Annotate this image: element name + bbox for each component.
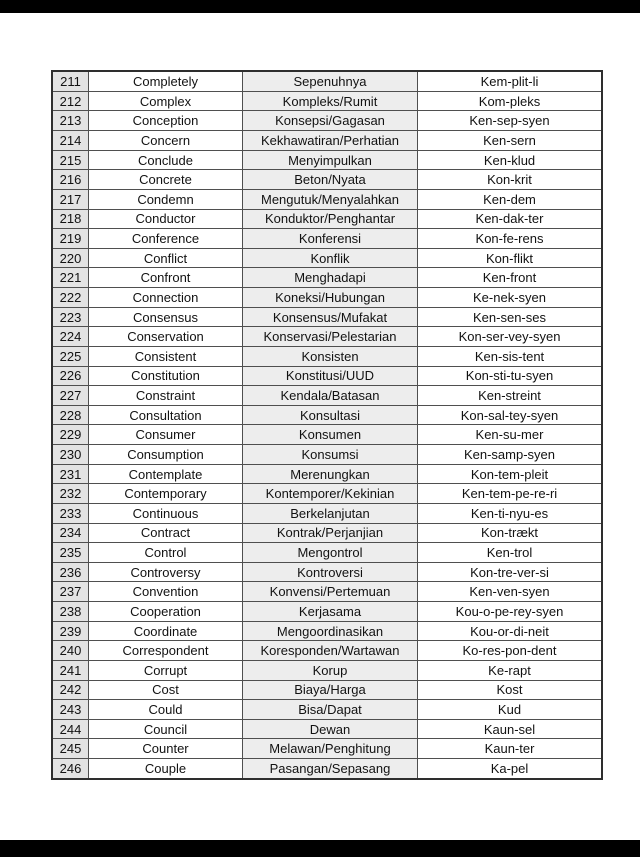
pronunciation-cell: Kon-sti-tu-syen [418, 366, 603, 386]
row-number-cell: 220 [52, 248, 89, 268]
english-word-cell: Controversy [89, 562, 243, 582]
indonesian-translation-cell: Dewan [243, 719, 418, 739]
english-word-cell: Consumption [89, 445, 243, 465]
table-row [52, 229, 602, 249]
row-number-cell: 235 [52, 543, 89, 563]
indonesian-translation-cell: Merenungkan [243, 464, 418, 484]
table-row [52, 386, 602, 406]
indonesian-translation-cell: Melawan/Penghitung [243, 739, 418, 759]
pronunciation-cell: Ken-samp-syen [418, 445, 603, 465]
row-number-cell: 242 [52, 680, 89, 700]
pronunciation-cell: Ka-pel [418, 759, 603, 779]
english-word-cell: Concern [89, 131, 243, 151]
indonesian-translation-cell: Biaya/Harga [243, 680, 418, 700]
pronunciation-cell: Ken-sen-ses [418, 307, 603, 327]
table-row [52, 602, 602, 622]
english-word-cell: Contemporary [89, 484, 243, 504]
row-number-cell: 237 [52, 582, 89, 602]
row-number-cell: 233 [52, 503, 89, 523]
english-word-cell: Cost [89, 680, 243, 700]
vocabulary-table-container [51, 70, 603, 780]
indonesian-translation-cell: Konvensi/Pertemuan [243, 582, 418, 602]
pronunciation-cell: Kom-pleks [418, 91, 603, 111]
table-row [52, 582, 602, 602]
row-number-cell: 212 [52, 91, 89, 111]
table-row [52, 739, 602, 759]
row-number-cell: 228 [52, 405, 89, 425]
indonesian-translation-cell: Mengutuk/Menyalahkan [243, 189, 418, 209]
row-number-cell: 217 [52, 189, 89, 209]
table-row [52, 268, 602, 288]
table-row [52, 327, 602, 347]
table-row [52, 700, 602, 720]
english-word-cell: Continuous [89, 503, 243, 523]
english-word-cell: Conservation [89, 327, 243, 347]
english-word-cell: Consultation [89, 405, 243, 425]
pronunciation-cell: Ken-sis-tent [418, 346, 603, 366]
english-word-cell: Consensus [89, 307, 243, 327]
english-word-cell: Conflict [89, 248, 243, 268]
pronunciation-cell: Kou-or-di-neit [418, 621, 603, 641]
row-number-cell: 239 [52, 621, 89, 641]
row-number-cell: 243 [52, 700, 89, 720]
english-word-cell: Corrupt [89, 660, 243, 680]
english-word-cell: Concrete [89, 170, 243, 190]
table-row [52, 131, 602, 151]
pronunciation-cell: Ke-rapt [418, 660, 603, 680]
table-row [52, 680, 602, 700]
indonesian-translation-cell: Kontroversi [243, 562, 418, 582]
table-row [52, 759, 602, 779]
indonesian-translation-cell: Beton/Nyata [243, 170, 418, 190]
indonesian-translation-cell: Konflik [243, 248, 418, 268]
indonesian-translation-cell: Konservasi/Pelestarian [243, 327, 418, 347]
bottom-letterbox-bar [0, 840, 640, 857]
pronunciation-cell: Kon-tre-ver-si [418, 562, 603, 582]
english-word-cell: Council [89, 719, 243, 739]
pronunciation-cell: Kon-krit [418, 170, 603, 190]
english-word-cell: Condemn [89, 189, 243, 209]
indonesian-translation-cell: Konsultasi [243, 405, 418, 425]
row-number-cell: 214 [52, 131, 89, 151]
indonesian-translation-cell: Menghadapi [243, 268, 418, 288]
table-row [52, 621, 602, 641]
english-word-cell: Counter [89, 739, 243, 759]
row-number-cell: 219 [52, 229, 89, 249]
pronunciation-cell: Ken-front [418, 268, 603, 288]
indonesian-translation-cell: Berkelanjutan [243, 503, 418, 523]
vocabulary-table [51, 70, 603, 780]
pronunciation-cell: Kou-o-pe-rey-syen [418, 602, 603, 622]
indonesian-translation-cell: Konsumsi [243, 445, 418, 465]
indonesian-translation-cell: Menyimpulkan [243, 150, 418, 170]
english-word-cell: Confront [89, 268, 243, 288]
pronunciation-cell: Kon-trækt [418, 523, 603, 543]
pronunciation-cell: Ken-dem [418, 189, 603, 209]
row-number-cell: 227 [52, 386, 89, 406]
row-number-cell: 244 [52, 719, 89, 739]
pronunciation-cell: Ken-klud [418, 150, 603, 170]
table-row [52, 346, 602, 366]
english-word-cell: Couple [89, 759, 243, 779]
english-word-cell: Completely [89, 71, 243, 91]
row-number-cell: 229 [52, 425, 89, 445]
table-row [52, 464, 602, 484]
table-row [52, 425, 602, 445]
indonesian-translation-cell: Pasangan/Sepasang [243, 759, 418, 779]
english-word-cell: Constraint [89, 386, 243, 406]
english-word-cell: Contemplate [89, 464, 243, 484]
pronunciation-cell: Kon-sal-tey-syen [418, 405, 603, 425]
indonesian-translation-cell: Koresponden/Wartawan [243, 641, 418, 661]
pronunciation-cell: Ko-res-pon-dent [418, 641, 603, 661]
indonesian-translation-cell: Konsisten [243, 346, 418, 366]
table-row [52, 288, 602, 308]
english-word-cell: Control [89, 543, 243, 563]
pronunciation-cell: Kud [418, 700, 603, 720]
table-row [52, 660, 602, 680]
table-row [52, 543, 602, 563]
english-word-cell: Could [89, 700, 243, 720]
row-number-cell: 224 [52, 327, 89, 347]
pronunciation-cell: Ken-ven-syen [418, 582, 603, 602]
pronunciation-cell: Kon-flikt [418, 248, 603, 268]
table-row [52, 484, 602, 504]
row-number-cell: 213 [52, 111, 89, 131]
table-row [52, 641, 602, 661]
table-row [52, 189, 602, 209]
row-number-cell: 240 [52, 641, 89, 661]
indonesian-translation-cell: Kekhawatiran/Perhatian [243, 131, 418, 151]
table-row [52, 170, 602, 190]
indonesian-translation-cell: Konferensi [243, 229, 418, 249]
pronunciation-cell: Kon-fe-rens [418, 229, 603, 249]
table-row [52, 111, 602, 131]
table-row [52, 91, 602, 111]
pronunciation-cell: Kon-ser-vey-syen [418, 327, 603, 347]
row-number-cell: 231 [52, 464, 89, 484]
row-number-cell: 230 [52, 445, 89, 465]
row-number-cell: 216 [52, 170, 89, 190]
english-word-cell: Conference [89, 229, 243, 249]
pronunciation-cell: Ken-dak-ter [418, 209, 603, 229]
pronunciation-cell: Ken-streint [418, 386, 603, 406]
table-row [52, 71, 602, 91]
english-word-cell: Complex [89, 91, 243, 111]
indonesian-translation-cell: Konsensus/Mufakat [243, 307, 418, 327]
indonesian-translation-cell: Konsepsi/Gagasan [243, 111, 418, 131]
pronunciation-cell: Ken-sep-syen [418, 111, 603, 131]
english-word-cell: Coordinate [89, 621, 243, 641]
pronunciation-cell: Kem-plit-li [418, 71, 603, 91]
row-number-cell: 236 [52, 562, 89, 582]
table-row [52, 503, 602, 523]
vocabulary-table-body [52, 71, 602, 779]
row-number-cell: 218 [52, 209, 89, 229]
indonesian-translation-cell: Bisa/Dapat [243, 700, 418, 720]
row-number-cell: 225 [52, 346, 89, 366]
pronunciation-cell: Ken-tem-pe-re-ri [418, 484, 603, 504]
pronunciation-cell: Kon-tem-pleit [418, 464, 603, 484]
english-word-cell: Convention [89, 582, 243, 602]
table-row [52, 719, 602, 739]
pronunciation-cell: Kaun-ter [418, 739, 603, 759]
row-number-cell: 222 [52, 288, 89, 308]
row-number-cell: 215 [52, 150, 89, 170]
indonesian-translation-cell: Mengontrol [243, 543, 418, 563]
row-number-cell: 246 [52, 759, 89, 779]
indonesian-translation-cell: Korup [243, 660, 418, 680]
english-word-cell: Consumer [89, 425, 243, 445]
table-row [52, 405, 602, 425]
english-word-cell: Conductor [89, 209, 243, 229]
pronunciation-cell: Kost [418, 680, 603, 700]
table-row [52, 150, 602, 170]
indonesian-translation-cell: Kontemporer/Kekinian [243, 484, 418, 504]
table-row [52, 307, 602, 327]
table-row [52, 209, 602, 229]
row-number-cell: 245 [52, 739, 89, 759]
indonesian-translation-cell: Konstitusi/UUD [243, 366, 418, 386]
indonesian-translation-cell: Sepenuhnya [243, 71, 418, 91]
indonesian-translation-cell: Kompleks/Rumit [243, 91, 418, 111]
english-word-cell: Cooperation [89, 602, 243, 622]
indonesian-translation-cell: Koneksi/Hubungan [243, 288, 418, 308]
english-word-cell: Conception [89, 111, 243, 131]
indonesian-translation-cell: Kendala/Batasan [243, 386, 418, 406]
top-letterbox-bar [0, 0, 640, 13]
pronunciation-cell: Ken-trol [418, 543, 603, 563]
row-number-cell: 223 [52, 307, 89, 327]
indonesian-translation-cell: Mengoordinasikan [243, 621, 418, 641]
english-word-cell: Conclude [89, 150, 243, 170]
pronunciation-cell: Ken-sern [418, 131, 603, 151]
row-number-cell: 232 [52, 484, 89, 504]
row-number-cell: 234 [52, 523, 89, 543]
indonesian-translation-cell: Konduktor/Penghantar [243, 209, 418, 229]
row-number-cell: 211 [52, 71, 89, 91]
table-row [52, 562, 602, 582]
pronunciation-cell: Ken-ti-nyu-es [418, 503, 603, 523]
indonesian-translation-cell: Kerjasama [243, 602, 418, 622]
pronunciation-cell: Ken-su-mer [418, 425, 603, 445]
indonesian-translation-cell: Kontrak/Perjanjian [243, 523, 418, 543]
table-row [52, 523, 602, 543]
english-word-cell: Contract [89, 523, 243, 543]
english-word-cell: Correspondent [89, 641, 243, 661]
pronunciation-cell: Kaun-sel [418, 719, 603, 739]
row-number-cell: 241 [52, 660, 89, 680]
english-word-cell: Consistent [89, 346, 243, 366]
table-row [52, 248, 602, 268]
indonesian-translation-cell: Konsumen [243, 425, 418, 445]
table-row [52, 366, 602, 386]
english-word-cell: Connection [89, 288, 243, 308]
row-number-cell: 238 [52, 602, 89, 622]
table-row [52, 445, 602, 465]
row-number-cell: 226 [52, 366, 89, 386]
row-number-cell: 221 [52, 268, 89, 288]
english-word-cell: Constitution [89, 366, 243, 386]
pronunciation-cell: Ke-nek-syen [418, 288, 603, 308]
